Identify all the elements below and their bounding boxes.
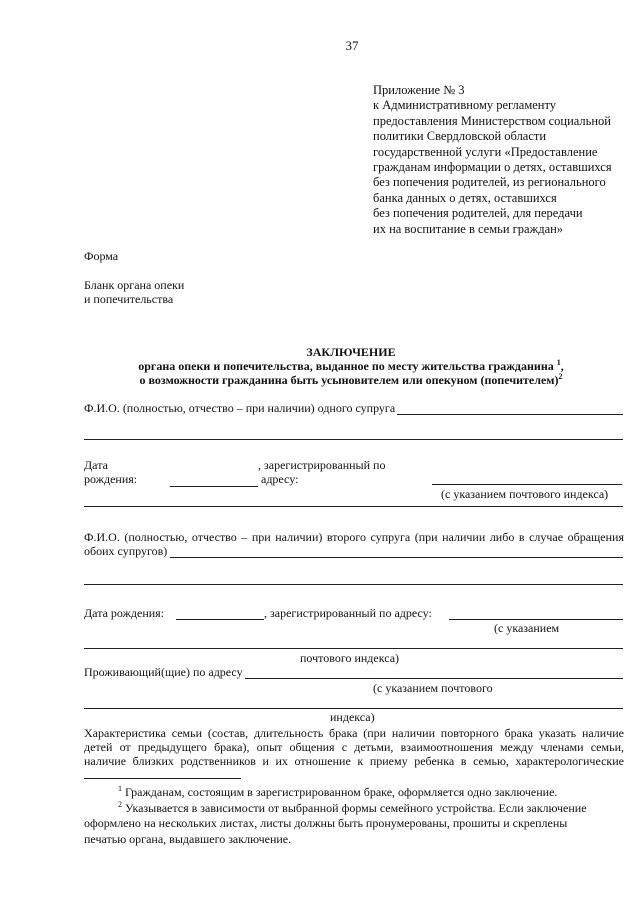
spouse2-fio-field-cont[interactable] (84, 584, 623, 585)
spouse2-address-field-cont[interactable] (84, 648, 623, 649)
spouse1-dob-field[interactable] (170, 486, 258, 487)
spouse1-fio-field-cont[interactable] (84, 439, 623, 440)
appendix-line: к Административному регламенту (373, 98, 557, 113)
appendix-line: банка данных о детях, оставшихся (373, 190, 557, 205)
document-title: ЗАКЛЮЧЕНИЕ (306, 345, 396, 359)
spouse1-registered-label-2: адресу: (261, 472, 299, 486)
spouse2-address-field[interactable] (449, 619, 623, 620)
form-label: Форма (84, 249, 119, 263)
appendix-header (373, 83, 612, 237)
appendix-line: политики Свердловской области (373, 129, 547, 144)
appendix-line: их на воспитание в семьи граждан» (373, 221, 564, 236)
residing-address-field-cont[interactable] (84, 708, 623, 709)
spouse2-registered-label: , зарегистрированный по адресу: (264, 606, 432, 620)
footnote-2-line1: $^2$ Указывается в зависимости от выбранной формы семейного устройства. Если заключение (118, 800, 587, 815)
family-text-line2: детей от предыдущего брака), опыт общения с детьми, взаимоотношения между членами семьи, (84, 740, 624, 754)
appendix-line: гражданам информации о детях, оставшихся (373, 160, 612, 175)
footnote-2-line2: оформлено на нескольких листах, листы должны быть пронумерованы, прошиты и скреплены (84, 816, 568, 830)
spouse2-postal-note-1: (с указанием (494, 621, 560, 635)
residing-address-field[interactable] (245, 678, 623, 679)
family-text-line3: наличие близких родственников и их отношение к приему ребенка в семью, характерологические (84, 754, 624, 768)
appendix-line: Приложение № 3 (373, 83, 465, 97)
page-number: 37 (345, 38, 359, 53)
blank-line-2: и попечительства (84, 292, 174, 306)
spouse2-fio-label-line1: Ф.И.О. (полностью, отчество – при наличии) второго супруга (при наличии либо в случае обращения (84, 530, 624, 544)
footnote-1: $^1$ Гражданам, состоящим в зарегистрированном браке, оформляется одно заключение. (118, 784, 558, 799)
appendix-line: без попечения родителей, из регионального (373, 175, 606, 190)
footnote-2-line3: печатью органа, выдавшего заключение. (84, 832, 292, 846)
document-subtitle-2: о возможности гражданина быть усыновителем или опекуном (попечителем)$^2$ (139, 372, 563, 387)
document-subtitle-1: органа опеки и попечительства, выданное по месту жительства гражданина $^1$, (138, 358, 564, 373)
appendix-line: государственной услуги «Предоставление (373, 144, 598, 159)
spouse1-fio-label: Ф.И.О. (полностью, отчество – при наличии) одного супруга (84, 401, 396, 415)
spouse2-dob-field[interactable] (176, 619, 264, 620)
footnote-separator (84, 778, 241, 779)
family-text-line1: Характеристика семьи (состав, длительность брака (при наличии повторного брака указать наличие (84, 726, 624, 740)
residing-postal-note-2: индекса) (330, 710, 375, 724)
spouse2-postal-note-2: почтового индекса) (300, 651, 400, 665)
spouse1-postal-note: (с указанием почтового индекса) (441, 487, 609, 501)
spouse1-address-field-cont[interactable] (84, 506, 623, 507)
residing-postal-note-1: (с указанием почтового (373, 681, 493, 695)
spouse1-registered-label-1: , зарегистрированный по (258, 458, 386, 472)
blank-line-1: Бланк органа опеки (84, 278, 185, 292)
spouse1-dob-label-2: рождения: (84, 472, 138, 486)
spouse2-fio-field[interactable] (170, 557, 623, 558)
residing-label: Проживающий(щие) по адресу (84, 665, 243, 679)
spouse1-dob-label-1: Дата (84, 458, 108, 472)
spouse1-address-field[interactable] (432, 484, 622, 485)
spouse2-dob-label: Дата рождения: (84, 606, 165, 620)
spouse1-fio-field[interactable] (397, 414, 623, 415)
appendix-line: предоставления Министерством социальной (373, 113, 612, 128)
appendix-line: без попечения родителей, для передачи (373, 206, 583, 221)
spouse2-fio-label-line2: обоих супругов) (84, 544, 168, 558)
